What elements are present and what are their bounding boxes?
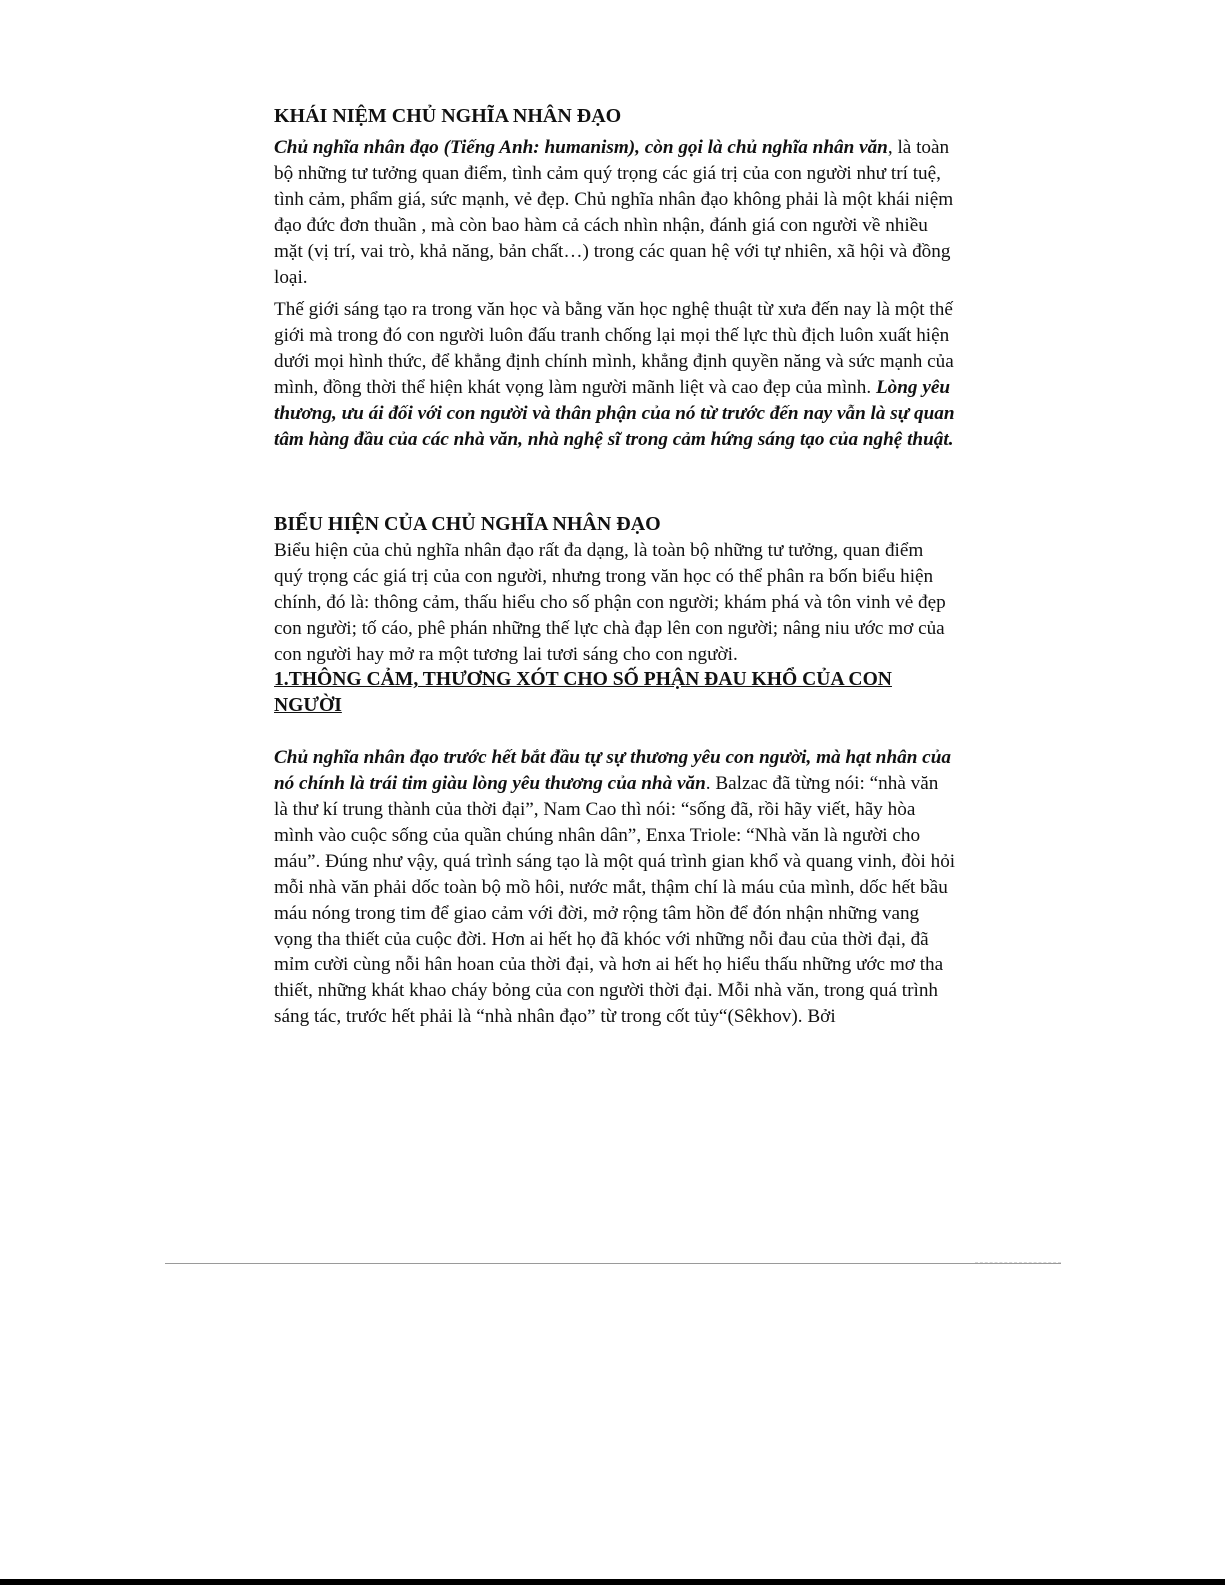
paragraph-literary-world xyxy=(274,297,956,452)
document-page xyxy=(274,102,956,1030)
definition-emphasis: Chủ nghĩa nhân đạo (Tiếng Anh: humanism), còn gọi là chủ nghĩa nhân văn xyxy=(274,137,888,158)
section-spacer xyxy=(274,460,956,510)
section-heading-expressions: BIỂU HIỆN CỦA CHỦ NGHĨA NHÂN ĐẠO xyxy=(274,512,661,535)
sympathy-text: . Balzac đã từng nói: “nhà văn là thư kí trung thành của thời đại”, Nam Cao thì nói: “sống đã, rồi hãy viết, hãy hòa mình vào cuộc sống của quần chúng nhân dân”, Enxa Triole: “Nhà văn là người cho máu”. Đúng như vậy, quá trình sáng tạo là một quá trình gian khổ và quang vinh, đòi hỏi mỗi nhà văn phải dốc toàn bộ mồ hôi, nước mắt, thậm chí là máu của mình, dốc hết bầu máu nóng trong tim để giao cảm với đời, mở rộng tâm hồn để đón nhận những vang vọng tha thiết của cuộc đời. Hơn ai hết họ đã khóc với những nỗi đau của thời đại, đã mỉm cười cùng nỗi hân hoan của thời đại, và hơn ai hết họ hiểu thấu những ước mơ tha thiết, những khát khao cháy bỏng của con người thời đại. Mỗi nhà văn, trong quá trình sáng tác, trước hết phải là “nhà nhân đạo” từ trong cốt tủy“(Sêkhov). Bởi xyxy=(274,773,956,1028)
subsection-heading-sympathy: 1.THÔNG CẢM, THƯƠNG XÓT CHO SỐ PHẬN ĐAU KHỔ CỦA CON NGƯỜI xyxy=(274,669,892,717)
paragraph-expressions-intro: Biểu hiện của chủ nghĩa nhân đạo rất đa dạng, là toàn bộ những tư tưởng, quan điểm quý trọng các giá trị của con người, nhưng trong văn học có thể phân ra bốn biểu hiện chính, đó là: thông cảm, thấu hiểu cho số phận con người; khám phá và tôn vinh vẻ đẹp con người; tố cáo, phê phán những thế lực chà đạp lên con người; nâng niu ước mơ của con người hay mở ra một tương lai tươi sáng cho con người. xyxy=(274,539,946,665)
sympathy-emphasis: Chủ nghĩa nhân đạo trước hết bắt đầu tự sự thương yêu con người, mà hạt nhân của nó chính là trái tim giàu lòng yêu thương của nhà văn xyxy=(274,747,951,795)
section-heading-concept: KHÁI NIỆM CHỦ NGHĨA NHÂN ĐẠO xyxy=(274,105,622,127)
page-separator-fade xyxy=(975,1262,1061,1263)
literary-world-text: Thế giới sáng tạo ra trong văn học và bằng văn học nghệ thuật từ xưa đến nay là một thế giới mà trong đó con người luôn đấu tranh chống lại mọi thế lực thù địch luôn xuất hiện dưới mọi hình thức, để khẳng định chính mình, khẳng định quyền năng và sức mạnh của mình, đồng thời thể hiện khát vọng làm người mãnh liệt và cao đẹp của mình. xyxy=(274,299,954,399)
literary-world-emphasis: Lòng yêu thương, ưu ái đối với con người và thân phận của nó từ trước đến nay vẫn là sự quan tâm hàng đầu của các nhà văn, nhà nghệ sĩ trong cảm hứng sáng tạo của nghệ thuật. xyxy=(274,377,955,450)
page-separator-line xyxy=(165,1263,1061,1264)
paragraph-sympathy xyxy=(274,745,956,1030)
paragraph-definition xyxy=(274,135,956,290)
definition-text: , là toàn bộ những tư tưởng quan điểm, tình cảm quý trọng các giá trị của con người như trí tuệ, tình cảm, phẩm giá, sức mạnh, vẻ đẹp. Chủ nghĩa nhân đạo không phải là một khái niệm đạo đức đơn thuần , mà còn bao hàm cả cách nhìn nhận, đánh giá con người về nhiều mặt (vị trí, vai trò, khả năng, bản chất…) trong các quan hệ với tự nhiên, xã hội và đồng loại. xyxy=(274,137,954,288)
bottom-edge-bar xyxy=(0,1579,1225,1585)
